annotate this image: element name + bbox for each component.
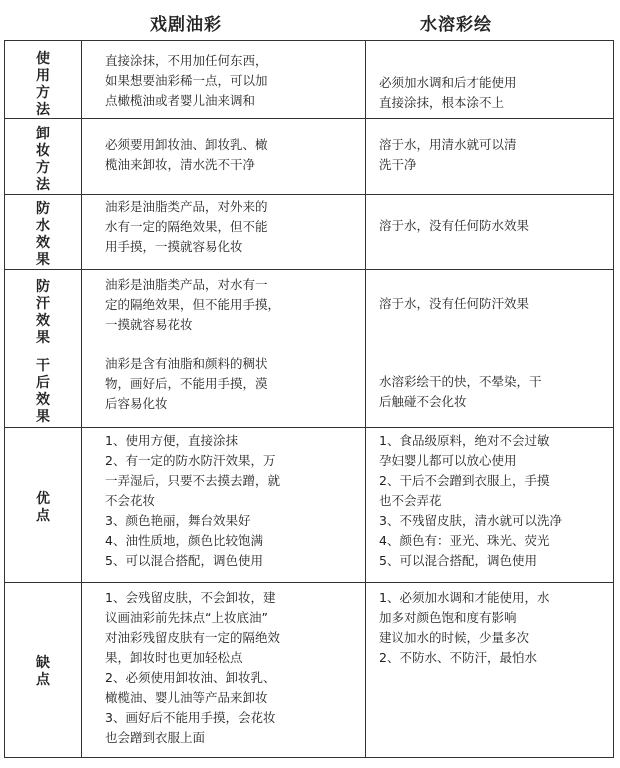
row-label-sweatproof: 防 汗 效 果 xyxy=(36,279,50,346)
row-label-usage: 使 用 方 法 xyxy=(36,51,50,118)
advantages-water: 1、食品级原料，绝对不会过敏 孕妇婴儿都可以放心使用 2、干后不会蹭到衣服上，手摸 也不会弄花 3、不残留皮肤，清水就可以洗净 4、颜色有：亚光、珠光、荧光 5、可以混合搭配，调色使用 xyxy=(379,433,562,568)
table-header xyxy=(0,0,620,40)
row-label-removal: 卸 妆 方 法 xyxy=(36,126,50,193)
row-divider xyxy=(5,269,613,270)
removal-water: 溶于水，用清水就可以清 洗干净 xyxy=(379,137,517,172)
column-divider xyxy=(81,41,82,757)
header-oil-paint: 戏剧油彩 xyxy=(150,15,222,35)
row-divider xyxy=(5,194,613,195)
waterproof-oil: 油彩是油脂类产品，对外来的 水有一定的隔绝效果，但不能 用手摸，一摸就容易化妆 xyxy=(105,199,268,254)
dry-effect-water: 水溶彩绘干的快，不晕染，干 后触碰不会化妆 xyxy=(379,374,542,409)
header-water-paint: 水溶彩绘 xyxy=(420,15,492,35)
usage-water: 必须加水调和后才能使用 直接涂抹，根本涂不上 xyxy=(379,75,517,110)
removal-oil: 必须要用卸妆油、卸妆乳、橄 榄油来卸妆，清水洗不干净 xyxy=(105,137,268,172)
waterproof-water: 溶于水，没有任何防水效果 xyxy=(379,218,530,233)
row-label-waterproof: 防 水 效 果 xyxy=(36,201,50,268)
disadvantages-oil: 1、会残留皮肤，不会卸妆，建 议画油彩前先抹点“上妆底油” 对油彩残留皮肤有一定的隔绝效 果，卸妆时也更加轻松点 2、必须使用卸妆油、卸妆乳、 橄榄油、婴儿油等产品来卸妆 3、画好后不能用手摸，会花妆 也会蹭到衣服上面 xyxy=(105,590,281,745)
row-label-dry-effect: 干 后 效 果 xyxy=(36,358,50,425)
comparison-table xyxy=(4,40,614,758)
advantages-oil: 1、使用方便，直接涂抹 2、有一定的防水防汗效果，万 一弄湿后，只要不去摸去蹭，就 不会花妆 3、颜色艳丽，舞台效果好 4、油性质地，颜色比较饱满 5、可以混合搭配，调色使用 xyxy=(105,433,281,568)
row-label-advantages: 优 点 xyxy=(36,491,50,524)
row-divider xyxy=(5,427,613,428)
dry-effect-oil: 油彩是含有油脂和颜料的稠状 物，画好后，不能用手摸，漠 后容易化妆 xyxy=(105,356,268,411)
sweatproof-water: 溶于水，没有任何防汗效果 xyxy=(379,296,530,311)
sweatproof-oil: 油彩是油脂类产品，对水有一 定的隔绝效果，但不能用手摸， 一摸就容易花妆 xyxy=(105,277,281,332)
row-divider xyxy=(5,118,613,119)
row-label-disadvantages: 缺 点 xyxy=(36,655,50,688)
disadvantages-water: 1、必须加水调和才能使用，水 加多对颜色饱和度有影响 建议加水的时候，少量多次 2、不防水、不防汗，最怕水 xyxy=(379,590,550,665)
row-divider xyxy=(5,582,613,583)
column-divider xyxy=(365,41,366,757)
usage-oil: 直接涂抹，不用加任何东西， 如果想要油彩稀一点，可以加 点橄榄油或者婴儿油来调和 xyxy=(105,53,268,108)
